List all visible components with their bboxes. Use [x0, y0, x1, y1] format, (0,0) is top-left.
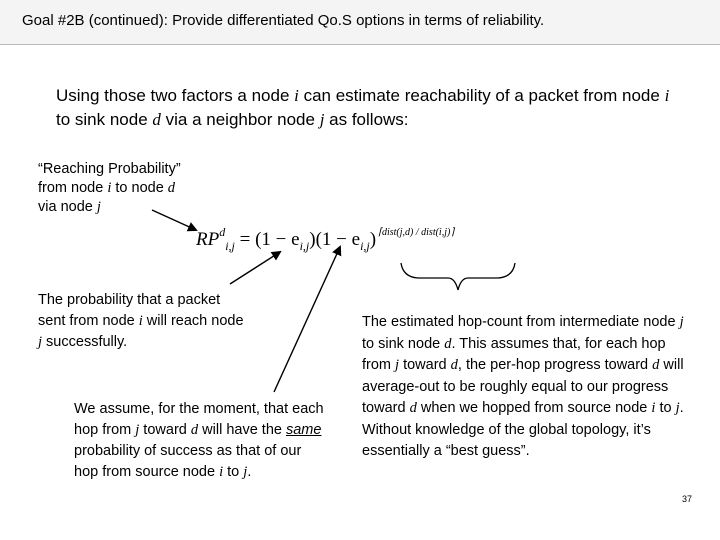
formula-term: )(1 − e	[309, 229, 361, 250]
formula-exponent: ⌈dist(j,d) / dist(i,j)⌉	[378, 227, 455, 238]
assumption-description: We assume, for the moment, that each hop from j toward d will have the same probability of success as that of our hop from source node i to j.	[74, 401, 324, 480]
var-i: i	[664, 86, 670, 105]
var-j: j	[319, 110, 325, 129]
formula-sub: i,j	[225, 239, 235, 253]
intro-text: Using those two factors a node	[56, 86, 295, 105]
formula-lhs: RP	[196, 229, 220, 250]
label-line: “Reaching Probability”	[38, 161, 181, 177]
intro-text: can estimate reachability of a packet from node	[298, 86, 665, 105]
probability-description: The probability that a packet sent from node i will reach node j successfully.	[38, 292, 244, 350]
formula-sub: i,j	[299, 239, 310, 253]
arrow-assume-to-term	[274, 247, 340, 392]
formula-sub: i,j	[360, 239, 370, 253]
var-i: i	[294, 86, 299, 105]
formula-sup: d	[219, 225, 226, 239]
hop-count-description: The estimated hop-count from intermediate node j to sink node d. This assumes that, for each hop from j toward d, the per-hop progress toward d will average-out to be roughly equal to our progress toward d when we hopped from source node i to j. Without knowledge of the global topology, it’s essentially a “best guess”.	[362, 314, 684, 459]
var-d: d	[152, 110, 161, 129]
intro-text: as follows:	[324, 110, 409, 129]
intro-text: to sink node	[56, 110, 153, 129]
slide-number: 37	[682, 494, 693, 504]
label-line: via node j	[38, 199, 101, 215]
arrow-prob-to-term	[230, 252, 280, 284]
slide-title: Goal #2B (continued): Provide differentiated Qo.S options in terms of reliability.	[22, 12, 545, 29]
formula-term: = (1 − e	[234, 229, 300, 250]
emphasis-same: same	[285, 422, 322, 438]
formula-term: )	[369, 229, 377, 250]
exponent-brace	[401, 263, 515, 290]
arrow-label-to-formula	[152, 210, 196, 230]
intro-text: via a neighbor node	[160, 110, 320, 129]
label-line: from node i to node d	[38, 180, 176, 196]
